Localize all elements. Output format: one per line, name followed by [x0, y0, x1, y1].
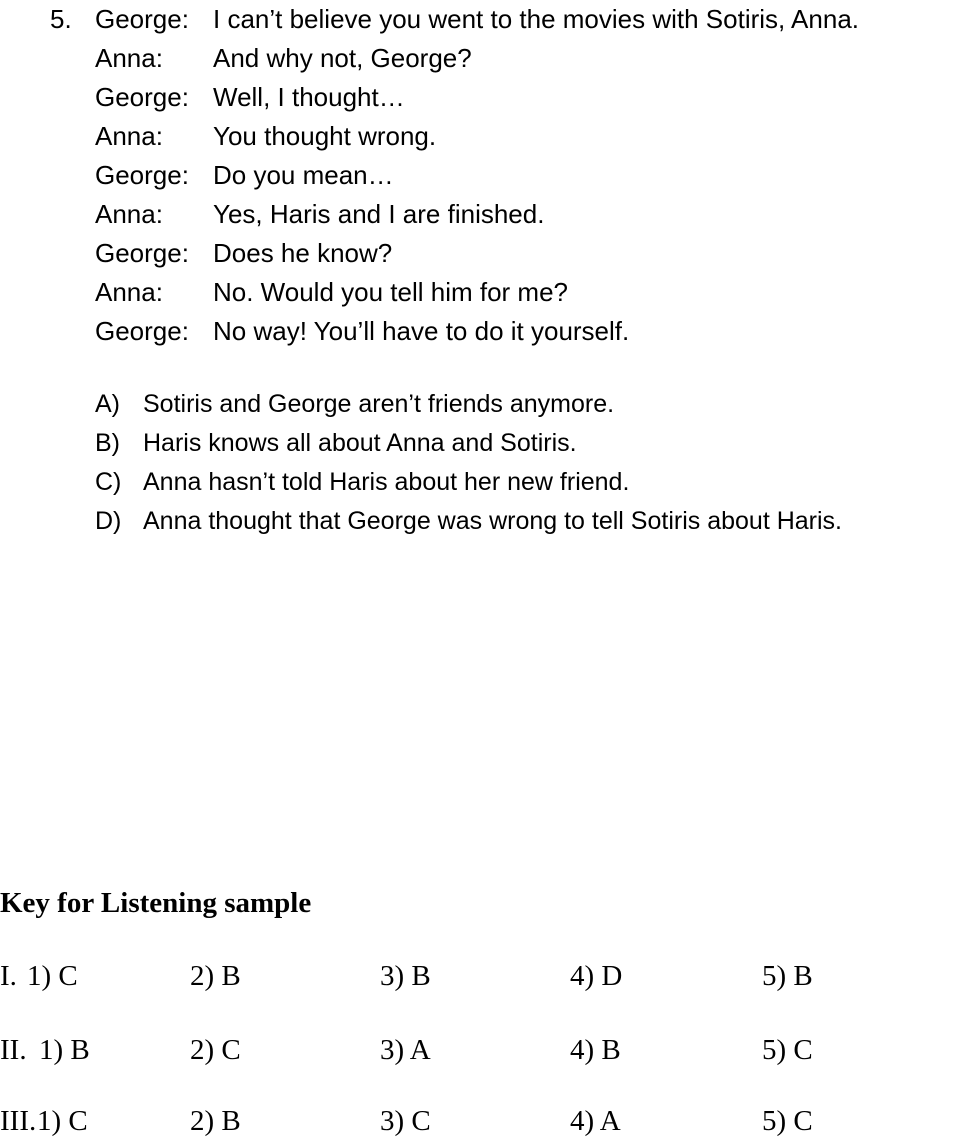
- key-answer: 3) A: [380, 1034, 431, 1066]
- dialogue-text: Yes, Haris and I are finished.: [213, 199, 545, 229]
- answer-key-row: [0, 1105, 900, 1145]
- dialogue-text: And why not, George?: [213, 43, 472, 73]
- speaker-label: Anna:: [95, 121, 163, 151]
- dialogue-line: [50, 234, 859, 273]
- speaker-label: Anna:: [95, 277, 163, 307]
- answer-option: [95, 385, 842, 424]
- option-letter: B): [95, 429, 120, 457]
- answer-option: [95, 502, 842, 541]
- answer-key-row: [0, 1034, 900, 1074]
- key-answer: 4) B: [570, 1034, 621, 1066]
- answer-option: [95, 463, 842, 502]
- speaker-label: George:: [95, 316, 189, 346]
- key-answer: 2) B: [190, 1105, 241, 1137]
- speaker-label: George:: [95, 160, 189, 190]
- answer-option: [95, 424, 842, 463]
- dialogue-text: Well, I thought…: [213, 82, 405, 112]
- speaker-label: George:: [95, 238, 189, 268]
- dialogue-line: [50, 312, 859, 351]
- speaker-label: Anna:: [95, 43, 163, 73]
- dialogue-text: Do you mean…: [213, 160, 394, 190]
- key-answer: 1) C: [37, 1105, 88, 1137]
- option-letter: C): [95, 468, 122, 496]
- speaker-label: George:: [95, 82, 189, 112]
- dialogue-line: [50, 273, 859, 312]
- dialogue-line: [50, 195, 859, 234]
- key-answer: 4) D: [570, 960, 623, 992]
- dialogue-text: No. Would you tell him for me?: [213, 277, 568, 307]
- dialogue-block: [50, 0, 859, 351]
- option-text: Sotiris and George aren’t friends anymore.: [143, 390, 615, 418]
- key-answer: 1) B: [39, 1034, 90, 1066]
- key-answer: 4) A: [570, 1105, 621, 1137]
- key-answer: 3) B: [380, 960, 431, 992]
- dialogue-line: [50, 0, 859, 39]
- option-letter: D): [95, 507, 122, 535]
- key-section-label: I.: [0, 960, 17, 992]
- option-text: Anna hasn’t told Haris about her new friend.: [143, 468, 630, 496]
- dialogue-line: [50, 156, 859, 195]
- key-answer: 3) C: [380, 1105, 431, 1137]
- question-number: 5.: [50, 4, 72, 34]
- option-letter: A): [95, 390, 120, 418]
- dialogue-line: [50, 39, 859, 78]
- key-answer: 5) C: [762, 1034, 813, 1066]
- answer-options: [95, 385, 842, 541]
- answer-key-title: Key for Listening sample: [0, 887, 312, 919]
- key-answer: 2) B: [190, 960, 241, 992]
- option-text: Haris knows all about Anna and Sotiris.: [143, 429, 577, 457]
- key-answer: 5) B: [762, 960, 813, 992]
- dialogue-text: No way! You’ll have to do it yourself.: [213, 316, 630, 346]
- answer-key-row: [0, 960, 900, 1000]
- key-section-label: II.: [0, 1034, 27, 1066]
- speaker-label: George:: [95, 4, 189, 34]
- key-answer: 5) C: [762, 1105, 813, 1137]
- dialogue-text: You thought wrong.: [213, 121, 437, 151]
- key-answer: 2) C: [190, 1034, 241, 1066]
- dialogue-text: Does he know?: [213, 238, 393, 268]
- dialogue-text: I can’t believe you went to the movies with Sotiris, Anna.: [213, 4, 860, 34]
- key-answer: 1) C: [27, 960, 78, 992]
- dialogue-line: [50, 78, 859, 117]
- speaker-label: Anna:: [95, 199, 163, 229]
- option-text: Anna thought that George was wrong to tell Sotiris about Haris.: [143, 507, 842, 535]
- key-section-label: III.: [0, 1105, 37, 1137]
- dialogue-line: [50, 117, 859, 156]
